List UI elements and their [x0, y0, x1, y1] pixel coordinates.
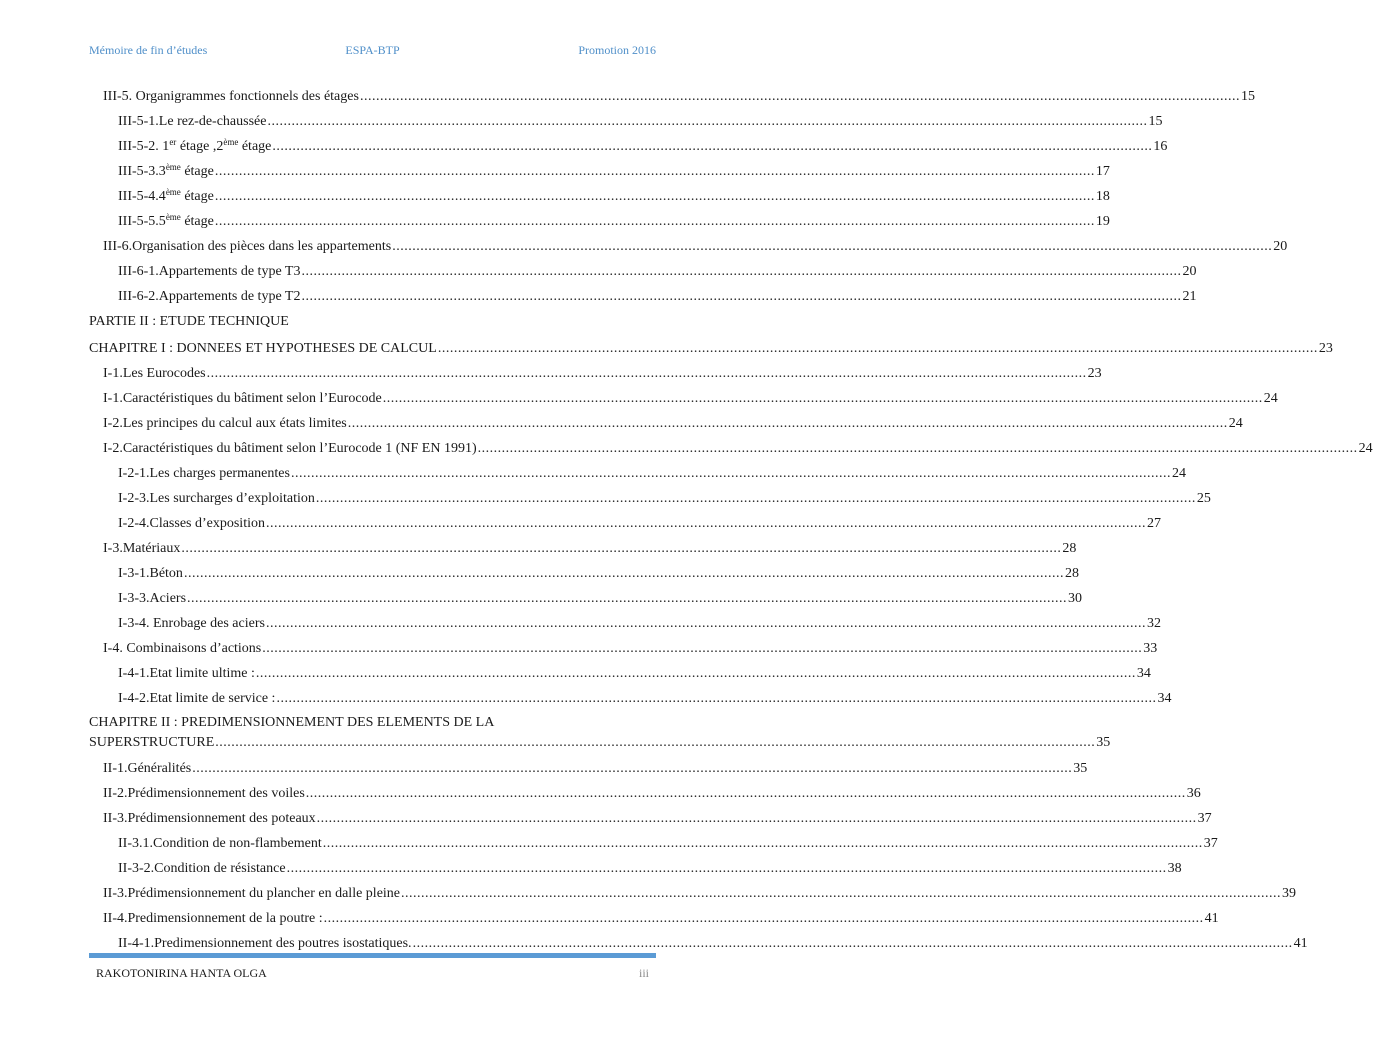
toc-entry [89, 638, 1158, 663]
toc-leader-dots: ............................................................................................................................................................................................................................ [265, 516, 1146, 531]
toc-leader-dots: ............................................................................................................................................................................................................................ [322, 836, 1203, 851]
toc-entry-page: 16 [1153, 139, 1168, 154]
toc-entry-page: 39 [1282, 886, 1297, 901]
toc-entry-page: 41 [1204, 911, 1219, 926]
toc-entry [89, 86, 1255, 111]
header-right-text: Promotion 2016 [578, 43, 656, 57]
toc-entry [89, 663, 1151, 688]
toc-entry [89, 908, 1219, 933]
toc-leader-dots: ............................................................................................................................................................................................................................ [192, 761, 1073, 776]
toc-entry-page: 28 [1062, 541, 1077, 556]
toc-entry-title: I-2-3.Les surcharges d’exploitation [118, 491, 315, 506]
toc-entry-title: I-4-1.Etat limite ultime : [118, 666, 255, 681]
toc-entry-title: III-5-1.Le rez-de-chaussée [118, 114, 267, 129]
toc-leader-dots: ............................................................................................................................................................................................................................ [382, 391, 1263, 406]
toc-entry-title: I-4. Combinaisons d’actions [103, 641, 262, 656]
toc-entry-title: III-5. Organigrammes fonctionnels des étages [103, 89, 359, 104]
toc-entry-title: I-2-1.Les charges permanentes [118, 466, 290, 481]
toc-entry-title: III-5-3.3ème étage [118, 162, 214, 179]
toc-entry [89, 688, 1172, 713]
toc-entry-title: CHAPITRE I : DONNEES ET HYPOTHESES DE CALCUL [89, 341, 437, 356]
toc-entry [89, 186, 1110, 211]
toc-leader-dots: ............................................................................................................................................................................................................................ [290, 466, 1171, 481]
toc-leader-dots: ............................................................................................................................................................................................................................ [437, 341, 1318, 356]
toc-entry-page: 30 [1068, 591, 1083, 606]
toc-entry-title: I-3.Matériaux [103, 541, 181, 556]
toc-leader-dots: ............................................................................................................................................................................................................................ [392, 239, 1273, 254]
toc-entry [89, 286, 1197, 311]
toc-entry-title: III-5-5.5ème étage [118, 212, 214, 229]
toc-entry-title: III-6-2.Appartements de type T2 [118, 289, 301, 304]
toc-entry-title: II-4-1.Predimensionnement des poutres isostatiques. [118, 936, 412, 951]
toc-entry-page: 32 [1146, 616, 1161, 631]
toc-entry-page: 24 [1263, 391, 1278, 406]
toc-entry-title: II-3.1.Condition de non-flambement [118, 836, 322, 851]
toc-entry-title: III-6-1.Appartements de type T3 [118, 264, 301, 279]
toc-entry-title: II-1.Généralités [103, 761, 192, 776]
toc-leader-dots: ............................................................................................................................................................................................................................ [265, 616, 1146, 631]
toc-entry-title: I-4-2.Etat limite de service : [118, 691, 276, 706]
footer-divider [89, 953, 656, 958]
toc-leader-dots: ............................................................................................................................................................................................................................ [255, 666, 1136, 681]
toc-entry [89, 363, 1102, 388]
toc-leader-dots: ............................................................................................................................................................................................................................ [323, 911, 1204, 926]
toc-entry-title: II-3.Prédimensionnement des poteaux [103, 811, 316, 826]
toc-entry-title: PARTIE II : ETUDE TECHNIQUE [89, 314, 289, 329]
toc-entry [89, 833, 1218, 858]
footer-page-number: iii [638, 966, 649, 980]
toc-leader-dots: ............................................................................................................................................................................................................................ [316, 811, 1197, 826]
toc-entry-title: I-1.Caractéristiques du bâtiment selon l’Eurocode [103, 391, 382, 406]
toc-leader-dots: ............................................................................................................................................................................................................................ [401, 886, 1282, 901]
toc-entry [89, 211, 1110, 236]
toc-entry-page: 25 [1196, 491, 1211, 506]
toc-entry-page: 35 [1096, 735, 1111, 750]
toc-leader-dots: ............................................................................................................................................................................................................................ [262, 641, 1143, 656]
toc-entry-page: 28 [1064, 566, 1079, 581]
toc-entry-title: I-3-1.Béton [118, 566, 183, 581]
table-of-contents [89, 86, 1373, 958]
toc-entry-title: III-5-2. 1er étage ,2ème étage [118, 137, 272, 154]
toc-entry-page: 37 [1197, 811, 1212, 826]
toc-leader-dots: ............................................................................................................................................................................................................................ [347, 416, 1228, 431]
toc-entry [89, 111, 1163, 136]
toc-entry [89, 413, 1243, 438]
toc-leader-dots: ............................................................................................................................................................................................................................ [305, 786, 1186, 801]
toc-entry [89, 261, 1197, 286]
toc-entry-page: 24 [1171, 466, 1186, 481]
toc-entry-title-continued: SUPERSTRUCTURE [89, 735, 215, 750]
toc-entry [89, 883, 1297, 908]
toc-entry-title: CHAPITRE II : PREDIMENSIONNEMENT DES ELEMENTS DE LA [89, 715, 495, 730]
toc-entry [89, 563, 1079, 588]
toc-entry-title: I-3-4. Enrobage des aciers [118, 616, 265, 631]
toc-entry-page: 34 [1136, 666, 1151, 681]
toc-leader-dots: ............................................................................................................................................................................................................................ [214, 214, 1095, 229]
toc-entry [89, 613, 1161, 638]
toc-entry [89, 438, 1373, 463]
toc-entry-page: 24 [1228, 416, 1243, 431]
footer-author: RAKOTONIRINA HANTA OLGA [96, 966, 267, 980]
toc-entry-title: II-3.Prédimensionnement du plancher en dalle pleine [103, 886, 401, 901]
toc-leader-dots: ............................................................................................................................................................................................................................ [359, 89, 1240, 104]
toc-entry-page: 19 [1095, 214, 1110, 229]
toc-entry-title: I-2-4.Classes d’exposition [118, 516, 265, 531]
toc-leader-dots: ............................................................................................................................................................................................................................ [214, 189, 1095, 204]
toc-leader-dots: ............................................................................................................................................................................................................................ [181, 541, 1062, 556]
toc-leader-dots: ............................................................................................................................................................................................................................ [187, 591, 1068, 606]
toc-entry-page: 18 [1095, 189, 1110, 204]
toc-entry-title: II-2.Prédimensionnement des voiles [103, 786, 305, 801]
toc-leader-dots: ............................................................................................................................................................................................................................ [206, 366, 1087, 381]
toc-entry-page: 20 [1273, 239, 1288, 254]
toc-entry-page: 17 [1095, 164, 1110, 179]
toc-entry [89, 808, 1212, 833]
toc-entry [89, 758, 1088, 783]
toc-entry-title: I-1.Les Eurocodes [103, 366, 206, 381]
toc-entry-page: 35 [1073, 761, 1088, 776]
toc-entry-title: I-2.Les principes du calcul aux états limites [103, 416, 347, 431]
toc-entry-page: 15 [1240, 89, 1255, 104]
toc-entry [89, 311, 656, 338]
toc-entry-page: 37 [1203, 836, 1218, 851]
toc-entry [89, 338, 1333, 363]
toc-leader-dots: ............................................................................................................................................................................................................................ [286, 861, 1167, 876]
toc-entry-title: III-6.Organisation des pièces dans les appartements [103, 239, 392, 254]
toc-leader-dots: ............................................................................................................................................................................................................................ [215, 735, 1096, 750]
toc-entry-page: 27 [1146, 516, 1161, 531]
toc-leader-dots: ............................................................................................................................................................................................................................ [315, 491, 1196, 506]
toc-leader-dots: ............................................................................................................................................................................................................................ [267, 114, 1148, 129]
toc-entry-title: II-4.Predimensionnement de la poutre : [103, 911, 323, 926]
toc-entry-page: 21 [1182, 289, 1197, 304]
toc-entry [89, 858, 1182, 883]
toc-entry-title: II-3-2.Condition de résistance [118, 861, 286, 876]
toc-leader-dots: ............................................................................................................................................................................................................................ [301, 289, 1182, 304]
toc-entry-page: 23 [1318, 341, 1333, 356]
page-header [89, 43, 656, 59]
toc-leader-dots: ............................................................................................................................................................................................................................ [276, 691, 1157, 706]
toc-entry-title: I-3-3.Aciers [118, 591, 187, 606]
toc-entry [89, 513, 1161, 538]
toc-entry-page: 15 [1148, 114, 1163, 129]
toc-leader-dots: ............................................................................................................................................................................................................................ [412, 936, 1293, 951]
toc-leader-dots: ............................................................................................................................................................................................................................ [477, 441, 1358, 456]
toc-entry-page: 38 [1167, 861, 1182, 876]
toc-entry [89, 388, 1278, 413]
toc-entry-page: 34 [1157, 691, 1172, 706]
toc-entry-page: 23 [1087, 366, 1102, 381]
toc-entry [89, 236, 1288, 261]
toc-entry [89, 463, 1186, 488]
toc-entry-page: 33 [1143, 641, 1158, 656]
toc-entry [89, 588, 1083, 613]
toc-entry [89, 161, 1110, 186]
toc-entry-page: 41 [1293, 936, 1308, 951]
toc-leader-dots: ............................................................................................................................................................................................................................ [301, 264, 1182, 279]
toc-entry [89, 136, 1168, 161]
toc-leader-dots: ............................................................................................................................................................................................................................ [214, 164, 1095, 179]
toc-entry [89, 783, 1201, 808]
header-left-text: Mémoire de fin d’études [89, 43, 208, 57]
toc-entry-page: 24 [1358, 441, 1373, 456]
toc-leader-dots: ............................................................................................................................................................................................................................ [183, 566, 1064, 581]
toc-entry-title: III-5-4.4ème étage [118, 187, 214, 204]
toc-entry-page: 36 [1186, 786, 1201, 801]
header-center-text: ESPA-BTP [345, 43, 400, 57]
toc-leader-dots: ............................................................................................................................................................................................................................ [272, 139, 1153, 154]
toc-entry-title: I-2.Caractéristiques du bâtiment selon l’Eurocode 1 (NF EN 1991) [103, 441, 477, 456]
toc-entry [89, 488, 1211, 513]
toc-entry-page: 20 [1182, 264, 1197, 279]
toc-entry [89, 713, 1111, 753]
toc-entry [89, 538, 1077, 563]
